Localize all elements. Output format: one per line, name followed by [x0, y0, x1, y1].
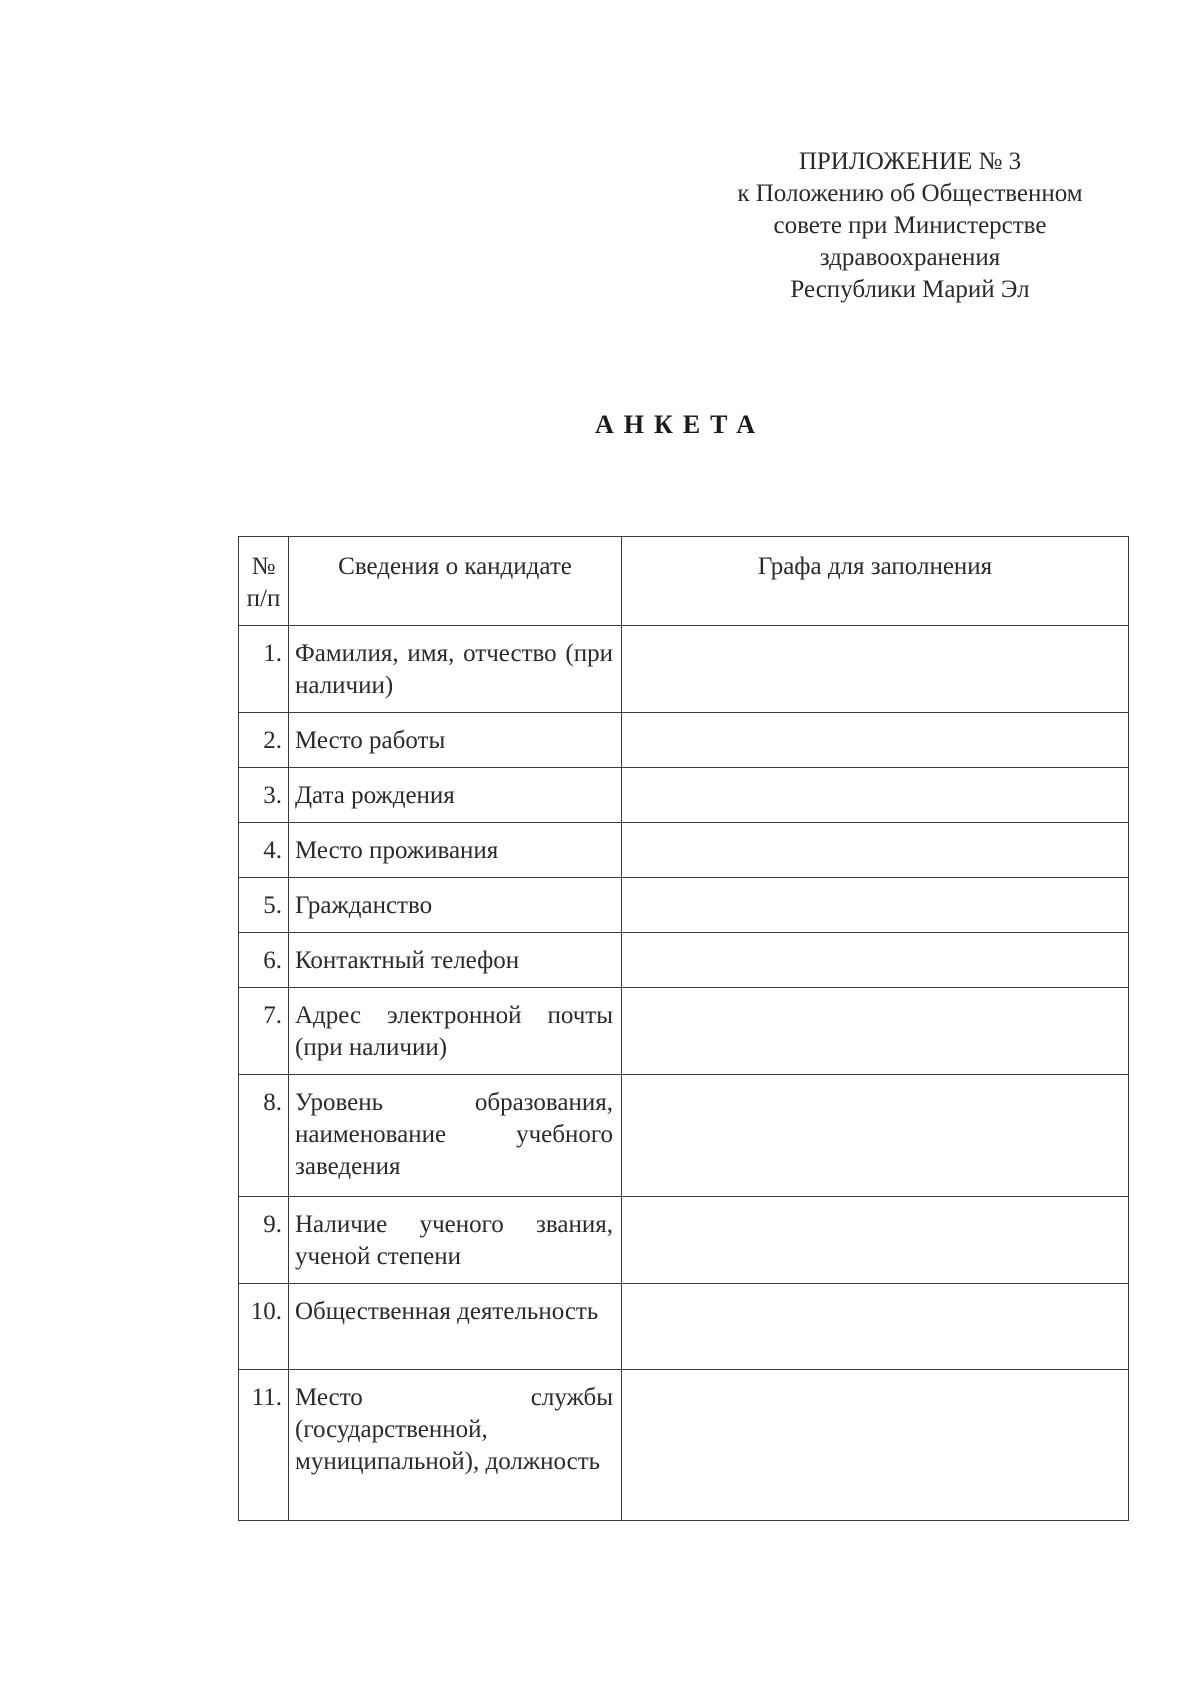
table-row	[239, 713, 1129, 768]
fill-cell-email[interactable]	[622, 988, 1129, 1075]
row-label: Гражданство	[289, 878, 622, 933]
table-row	[239, 933, 1129, 988]
table-row	[239, 1370, 1129, 1521]
row-number: 3.	[239, 768, 289, 823]
row-number: 10.	[239, 1284, 289, 1370]
row-number: 9.	[239, 1197, 289, 1284]
table-row	[239, 1197, 1129, 1284]
row-label: Адрес электронной почты (при наличии)	[289, 988, 622, 1075]
row-label: Общественная деятельность	[289, 1284, 622, 1370]
appendix-reference-line: здравоохранения	[819, 244, 1001, 271]
row-number: 2.	[239, 713, 289, 768]
fill-cell-public-activity[interactable]	[622, 1284, 1129, 1370]
row-label: Место службы (государственной, муниципальной), должность	[289, 1370, 622, 1521]
form-title: АНКЕТА	[594, 410, 766, 439]
appendix-reference-line: к Положению об Общественном	[737, 180, 1083, 207]
fill-cell-birth-date[interactable]	[622, 768, 1129, 823]
row-number: 11.	[239, 1370, 289, 1521]
row-number: 5.	[239, 878, 289, 933]
appendix-header	[700, 146, 1120, 306]
row-number: 8.	[239, 1075, 289, 1197]
row-number: 6.	[239, 933, 289, 988]
candidate-form-table	[238, 536, 1129, 1521]
fill-cell-phone[interactable]	[622, 933, 1129, 988]
row-label: Место проживания	[289, 823, 622, 878]
row-label: Уровень образования, наименование учебного заведения	[289, 1075, 622, 1197]
fill-cell-workplace[interactable]	[622, 713, 1129, 768]
appendix-reference-line: совете при Министерстве	[773, 212, 1047, 239]
fill-cell-full-name[interactable]	[622, 626, 1129, 713]
row-label: Фамилия, имя, отчество (при наличии)	[289, 626, 622, 713]
column-header-number-line2: п/п	[246, 585, 281, 612]
table-row	[239, 988, 1129, 1075]
column-header-candidate-info: Сведения о кандидате	[289, 537, 622, 626]
row-number: 7.	[239, 988, 289, 1075]
column-header-number-line1: №	[251, 553, 276, 580]
fill-cell-education[interactable]	[622, 1075, 1129, 1197]
fill-cell-citizenship[interactable]	[622, 878, 1129, 933]
appendix-reference-line: Республики Марий Эл	[790, 276, 1030, 303]
fill-cell-academic-title[interactable]	[622, 1197, 1129, 1284]
table-row	[239, 768, 1129, 823]
appendix-number: ПРИЛОЖЕНИЕ № 3	[798, 148, 1022, 175]
fill-cell-service-position[interactable]	[622, 1370, 1129, 1521]
row-number: 1.	[239, 626, 289, 713]
row-number: 4.	[239, 823, 289, 878]
row-label: Место работы	[289, 713, 622, 768]
table-row	[239, 626, 1129, 713]
table-header-row	[239, 537, 1129, 626]
table-row	[239, 878, 1129, 933]
table-row	[239, 1075, 1129, 1197]
row-label: Наличие ученого звания, ученой степени	[289, 1197, 622, 1284]
row-label: Дата рождения	[289, 768, 622, 823]
column-header-fill-field: Графа для заполнения	[622, 537, 1129, 626]
table-row	[239, 1284, 1129, 1370]
fill-cell-residence[interactable]	[622, 823, 1129, 878]
table-row	[239, 823, 1129, 878]
row-label: Контактный телефон	[289, 933, 622, 988]
column-header-number	[239, 537, 289, 626]
